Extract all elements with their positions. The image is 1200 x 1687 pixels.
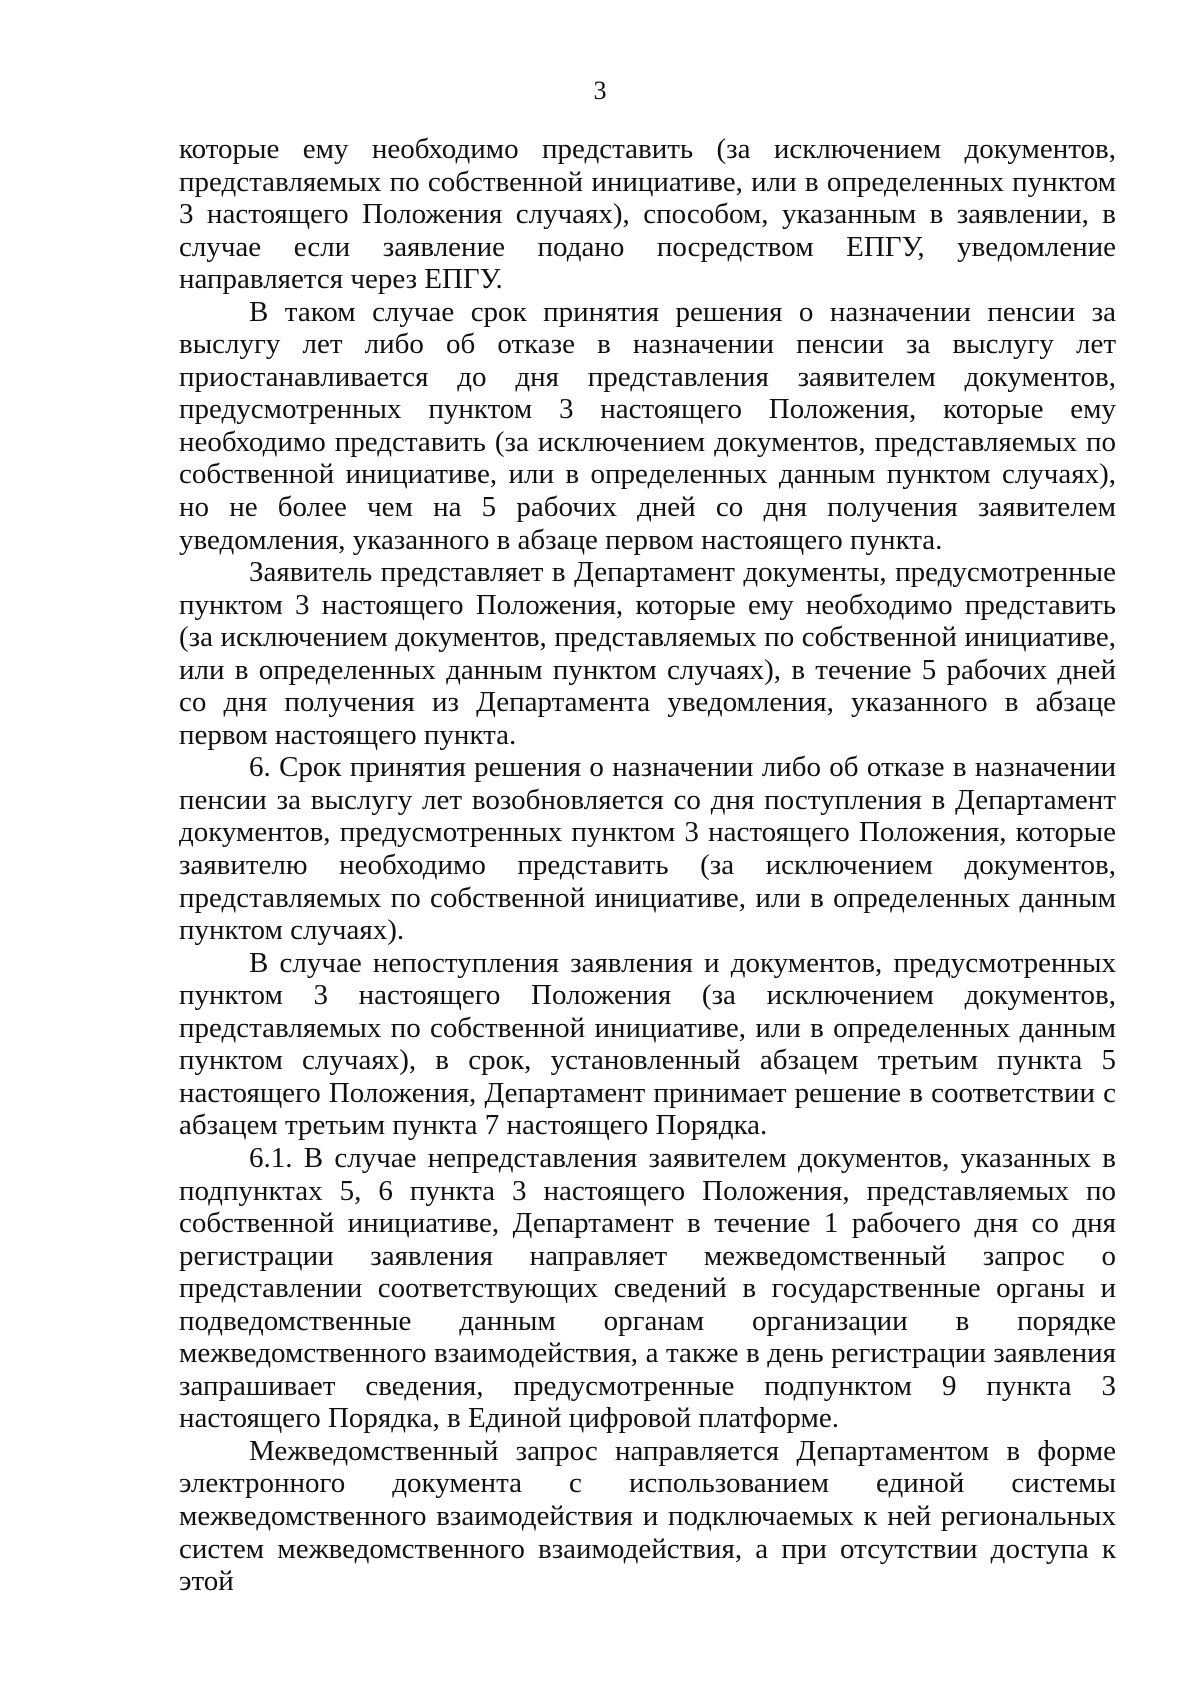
paragraph-applicant-submits: Заявитель представляет в Департамент документы, предусмотренные пунктом 3 настоящего Положения, которые ему необходимо представить (за исключением документов, представляемых по собственной инициативе, или в определенных данным пунктом случаях), в течение 5 рабочих дней со дня получения из Департамента уведомления, указанного в абзаце первом настоящего пункта.: [179, 556, 1116, 751]
paragraph-continuation: которые ему необходимо представить (за исключением документов, представляемых по собственной инициативе, или в определенных пунктом 3 настоящего Положения случаях), способом, указанным в заявлении, в случае если заявление подано посредством ЕПГУ, уведомление направляется через ЕПГУ.: [179, 133, 1116, 296]
paragraph-non-receipt: В случае непоступления заявления и документов, предусмотренных пунктом 3 настоящего Положения (за исключением документов, представляемых по собственной инициативе, или в определенных данным пунктом случаях), в срок, установленный абзацем третьим пункта 5 настоящего Положения, Департамент принимает решение в соответствии с абзацем третьим пункта 7 настоящего Порядка.: [179, 946, 1116, 1142]
paragraph-clause-6: 6. Срок принятия решения о назначении либо об отказе в назначении пенсии за выслугу лет возобновляется со дня поступления в Департамент документов, предусмотренных пунктом 3 настоящего Положения, которые заявителю необходимо представить (за исключением документов, представляемых по собственной инициативе, или в определенных данным пунктом случаях).: [179, 751, 1116, 947]
paragraph-suspension-period: В таком случае срок принятия решения о назначении пенсии за выслугу лет либо об отказе в назначении пенсии за выслугу лет приостанавливается до дня представления заявителем документов, предусмотренных пунктом 3 настоящего Положения, которые ему необходимо представить (за исключением документов, представляемых по собственной инициативе, или в определенных данным пунктом случаях), но не более чем на 5 рабочих дней со дня получения заявителем уведомления, указанного в абзаце первом настоящего пункта.: [179, 295, 1116, 556]
document-body: [179, 133, 1116, 1598]
paragraph-clause-6-1: 6.1. В случае непредставления заявителем документов, указанных в подпунктах 5, 6 пункта 3 настоящего Положения, представляемых по собственной инициативе, Департамент в течение 1 рабочего дня со дня регистрации заявления направляет межведомственный запрос о представлении соответствующих сведений в государственные органы и подведомственные данным органам организации в порядке межведомственного взаимодействия, а также в день регистрации заявления запрашивает сведения, предусмотренные подпунктом 9 пункта 3 настоящего Порядка, в Единой цифровой платформе.: [179, 1141, 1116, 1435]
paragraph-interagency-request: Межведомственный запрос направляется Департаментом в форме электронного документа с использованием единой системы межведомственного взаимодействия и подключаемых к ней региональных систем межведомственного взаимодействия, а при отсутствии доступа к этой: [179, 1434, 1116, 1598]
page-number: 3: [593, 76, 607, 105]
